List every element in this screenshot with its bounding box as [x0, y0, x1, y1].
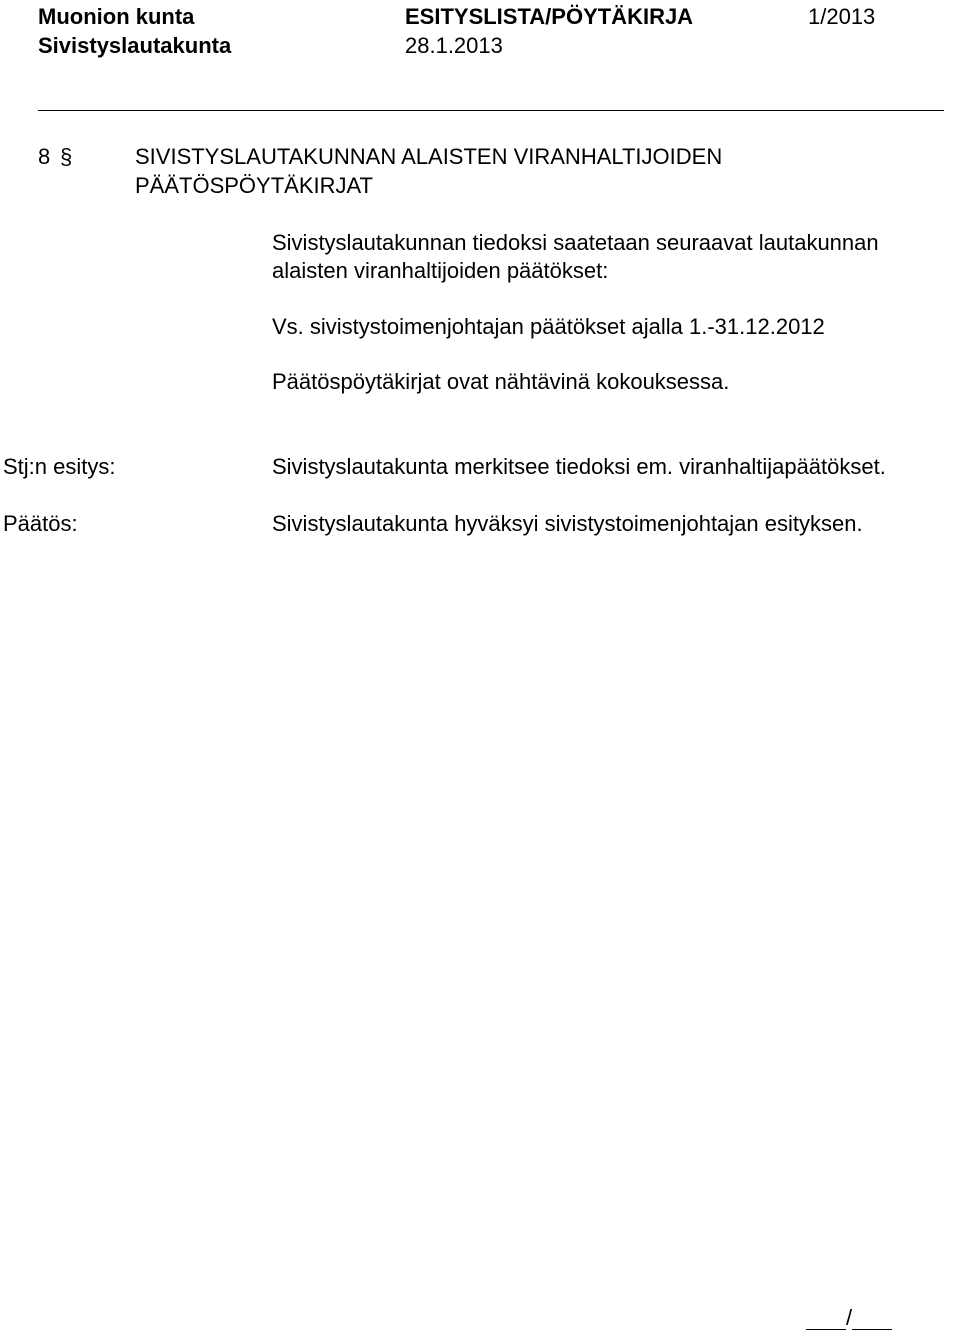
- municipality-name: Muonion kunta: [38, 4, 195, 29]
- header-divider: [38, 110, 944, 111]
- document-type: ESITYSLISTA/PÖYTÄKIRJA: [405, 4, 694, 29]
- initials-field: [806, 1306, 892, 1330]
- section-number: 8: [38, 144, 51, 169]
- proposal-label: Stj:n esitys:: [3, 454, 116, 479]
- paragraph-sign-icon: §: [60, 144, 73, 169]
- decision-text: Sivistyslautakunta hyväksyi sivistystoimenjohtajan esityksen.: [272, 511, 863, 536]
- initials-separator: /: [846, 1305, 853, 1330]
- proposal-text: Sivistyslautakunta merkitsee tiedoksi em. viranhaltijapäätökset.: [272, 454, 886, 479]
- board-name: Sivistyslautakunta: [38, 33, 232, 58]
- availability-note: Päätöspöytäkirjat ovat nähtävinä kokouksessa.: [272, 369, 730, 394]
- intro-line-2: alaisten viranhaltijoiden päätökset:: [272, 258, 609, 283]
- initials-blank-right: [852, 1309, 892, 1330]
- initials-blank-left: [806, 1309, 846, 1330]
- decisions-item: Vs. sivistystoimenjohtajan päätökset ajalla 1.-31.12.2012: [272, 314, 825, 339]
- intro-line-1: Sivistyslautakunnan tiedoksi saatetaan seuraavat lautakunnan: [272, 230, 879, 255]
- decision-label: Päätös:: [3, 511, 78, 536]
- meeting-date: 28.1.2013: [405, 33, 503, 58]
- section-title-line-2: PÄÄTÖSPÖYTÄKIRJAT: [135, 173, 373, 198]
- document-number: 1/2013: [808, 4, 876, 29]
- section-title-line-1: SIVISTYSLAUTAKUNNAN ALAISTEN VIRANHALTIJOIDEN: [135, 144, 723, 169]
